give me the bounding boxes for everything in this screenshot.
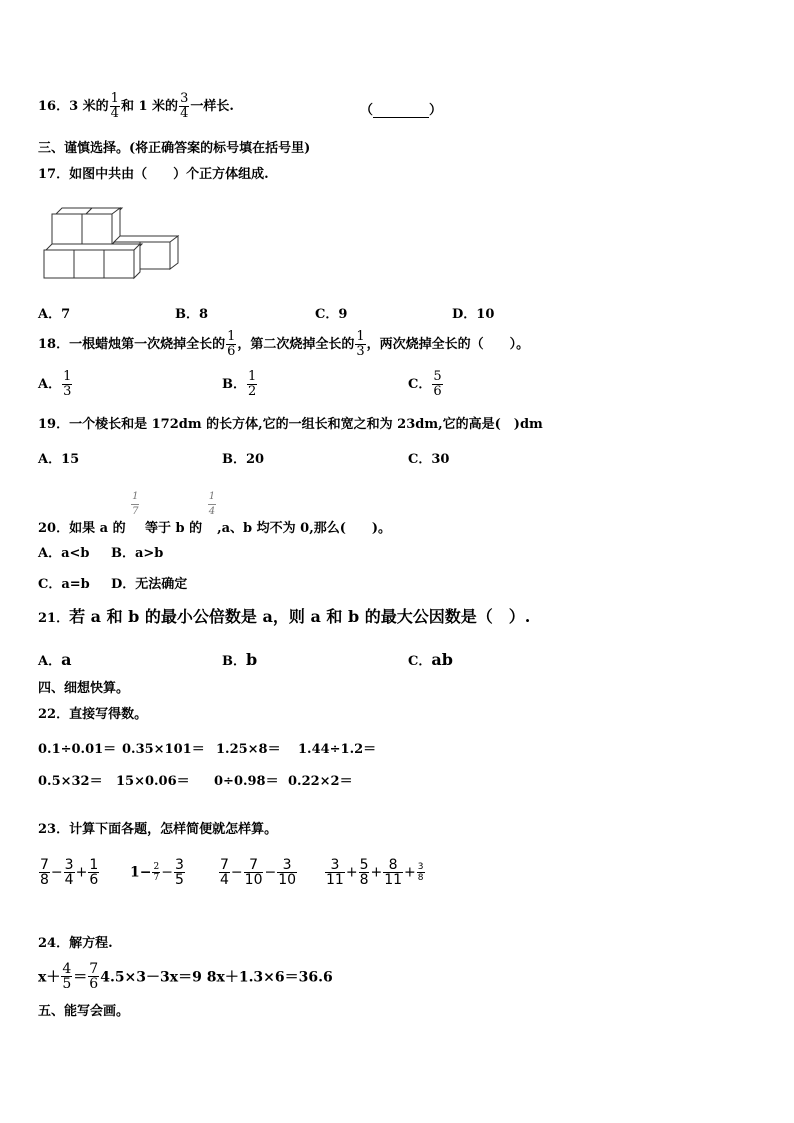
calc-item: 1.44÷1.2＝: [298, 742, 377, 757]
option-c: C．30: [408, 452, 450, 467]
fraction: $\frac{1}{6}$: [227, 329, 236, 359]
expression-4: $\frac{3}{11}$ + $\frac{5}{8}$ + $\frac{8}{11}$ + $\frac{3}{8}$: [326, 857, 424, 888]
question-16: 16．3 米的 $\frac{1}{4}$ 和 1 米的 $\frac{3}{4}$ 一样长.: [38, 91, 234, 121]
fraction: $\frac{1}{3}$: [356, 329, 365, 359]
question-17-text: 17．如图中共由（ ）个正方体组成.: [38, 167, 269, 182]
calc-item: 0.1÷0.01＝: [38, 742, 117, 757]
option-a: A．7: [38, 307, 71, 322]
option-d: D．10: [452, 307, 495, 322]
equations: x＋ $\frac{4}{5}$ ＝ $\frac{7}{6}$ 4.5×3－3x＝9 8x＋1.3×6＝36.6: [38, 961, 333, 992]
option-b: B．a>b: [111, 546, 164, 561]
option-b: B．20: [222, 452, 265, 467]
option-b: B．8: [175, 307, 209, 322]
expression-2: 1− $\frac{2}{7}$ − $\frac{3}{5}$: [130, 857, 184, 888]
fraction: $\frac{5}{6}$: [433, 369, 442, 399]
answer-blank: （ ）: [360, 103, 443, 118]
question-20: 20．如果 a 的 $\frac{1}{7}$ 等于 b 的 $\frac{1}{4}$ ,a、b 均不为 0,那么( )。: [38, 491, 392, 536]
option-a: A． $\frac{1}{3}$: [38, 369, 72, 399]
calc-item: 15×0.06＝: [116, 774, 190, 789]
question-19-text: 19．一个棱长和是 172dm 的长方体,它的一组长和宽之和为 23dm,它的高是( )dm: [38, 417, 543, 432]
calc-item: 0.35×101＝: [122, 742, 205, 757]
calc-item: 1.25×8＝: [216, 742, 281, 757]
expression-3: $\frac{7}{4}$ − $\frac{7}{10}$ − $\frac{3}{10}$: [220, 857, 297, 888]
option-b: B．b: [222, 650, 258, 669]
option-c: C．a=b: [38, 577, 90, 592]
question-22-text: 22．直接写得数。: [38, 707, 148, 722]
option-d: D．无法确定: [111, 577, 188, 592]
fraction: $\frac{1}{7}$: [132, 491, 139, 517]
cube-figure: [40, 204, 182, 280]
calc-item: 0÷0.98＝: [214, 774, 279, 789]
option-c: C． $\frac{5}{6}$: [408, 369, 442, 399]
option-a: A．15: [38, 452, 80, 467]
fraction: $\frac{1}{4}$: [110, 91, 119, 121]
expression-1: $\frac{7}{8}$ − $\frac{3}{4}$ + $\frac{1}{6}$: [40, 857, 99, 888]
question-18: 18．一根蜡烛第一次烧掉全长的 $\frac{1}{6}$ ，第二次烧掉全长的 $\frac{1}{3}$ ，两次烧掉全长的（ ）。: [38, 329, 530, 359]
option-c: C．9: [315, 307, 348, 322]
calc-item: 0.5×32＝: [38, 774, 103, 789]
section-4-heading: 四、细想快算。: [38, 681, 130, 696]
section-5-heading: 五、能写会画。: [38, 1004, 130, 1019]
option-c: C．ab: [408, 650, 453, 669]
fraction: $\frac{1}{2}$: [248, 369, 257, 399]
question-21: 21．若 a 和 b 的最小公倍数是 a，则 a 和 b 的最大公因数是（ ）.: [38, 607, 531, 626]
fraction: $\frac{1}{4}$: [208, 491, 216, 517]
option-b: B． $\frac{1}{2}$: [222, 369, 257, 399]
fraction: $\frac{1}{3}$: [63, 369, 72, 399]
section-3-heading: 三、谨慎选择。(将正确答案的标号填在括号里): [38, 141, 311, 156]
option-a: A．a<b: [38, 546, 90, 561]
question-24-text: 24．解方程.: [38, 936, 113, 951]
fraction: $\frac{3}{4}$: [180, 91, 189, 121]
calc-item: 0.22×2＝: [288, 774, 353, 789]
option-a: A．a: [38, 650, 72, 669]
question-23-text: 23．计算下面各题，怎样简便就怎样算。: [38, 822, 278, 837]
